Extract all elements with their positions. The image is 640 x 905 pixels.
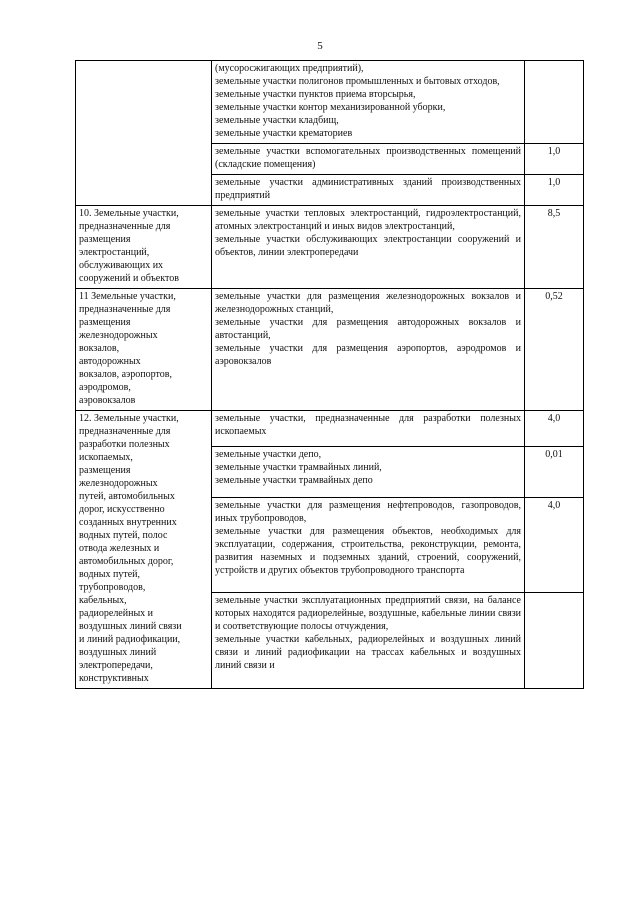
category-line: размещения	[79, 465, 131, 476]
description-cell	[212, 446, 525, 497]
coefficient-cell: 1,0	[525, 144, 584, 175]
category-line: обслуживающих их	[79, 260, 164, 271]
category-line: электропередачи,	[79, 660, 153, 671]
description-line: земельные участки трамвайных линий,	[215, 461, 382, 473]
category-line: отвода железных и	[79, 543, 160, 554]
description-line: земельные участки трамвайных депо	[215, 474, 373, 486]
table-row	[76, 289, 584, 411]
description-line: земельные участки для размещения аэропортов, аэродромов и аэровокзалов	[215, 343, 521, 367]
description-line: (мусоросжигающих предприятий),	[215, 63, 364, 74]
category-line: сооружений и объектов	[79, 273, 179, 284]
description-line: земельные участки вспомогательных производственных помещений (складские помещения)	[215, 146, 521, 170]
description-cell	[212, 497, 525, 593]
description-line: земельные участки административных зданий производственных предприятий	[215, 177, 521, 201]
description-line: земельные участки кладбищ,	[215, 115, 339, 126]
category-line: размещения	[79, 234, 131, 245]
coefficient-cell: 1,0	[525, 175, 584, 206]
description-cell	[212, 61, 525, 144]
tariff-table	[75, 60, 584, 689]
description-cell	[212, 289, 525, 411]
description-line: земельные участки для размещения объектов, необходимых для эксплуатации, содержания, строительства, реконструкции, ремонта, развития наземных и подземных зданий, строений, сооружений, устройств и других объектов трубопроводного транспорта	[215, 525, 521, 576]
description-cell	[212, 175, 525, 206]
category-line: радиорелейных и	[79, 608, 154, 619]
description-line: земельные участки для размещения автодорожных вокзалов и автостанций,	[215, 317, 521, 341]
category-line: аэровокзалов	[79, 395, 136, 406]
category-line: железнодорожных	[79, 330, 158, 341]
description-cell	[212, 144, 525, 175]
coefficient-cell: 8,5	[525, 206, 584, 289]
coefficient-cell: 0,01	[525, 446, 584, 497]
category-line: созданных внутренних	[79, 517, 177, 528]
category-line: автодорожных	[79, 356, 141, 367]
description-line: земельные участки для размещения железнодорожных вокзалов и железнодорожных станций,	[215, 291, 521, 315]
category-line: предназначенные для	[79, 221, 171, 232]
description-cell	[212, 593, 525, 689]
category-line: водных путей, полос	[79, 530, 168, 541]
coefficient-cell	[525, 593, 584, 689]
table-row	[76, 411, 584, 447]
category-line: путей, автомобильных	[79, 491, 175, 502]
category-line: 12. Земельные участки,	[79, 413, 179, 424]
table-row	[76, 206, 584, 289]
coefficient-cell	[525, 61, 584, 144]
category-cell	[76, 289, 212, 411]
category-line: кабельных,	[79, 595, 127, 606]
description-line: земельные участки обслуживающих электростанции сооружений и объектов, линии электропередачи	[215, 234, 521, 258]
description-line: земельные участки, предназначенные для разработки полезных ископаемых	[215, 413, 521, 437]
category-line: вокзалов,	[79, 343, 120, 354]
coefficient-cell: 0,52	[525, 289, 584, 411]
category-line: конструктивных	[79, 673, 149, 684]
table-row	[76, 61, 584, 144]
description-cell	[212, 206, 525, 289]
category-line: и линий радиофикации,	[79, 634, 181, 645]
category-line: вокзалов, аэропортов,	[79, 369, 172, 380]
description-line: земельные участки эксплуатационных предприятий связи, на балансе которых находятся радиорелейные, воздушные, кабельные линии связи и соответствующие полосы отчуждения,	[215, 595, 521, 633]
category-line: предназначенные для	[79, 304, 171, 315]
description-line: земельные участки для размещения нефтепроводов, газопроводов, иных трубопроводов,	[215, 499, 521, 524]
category-line: водных путей,	[79, 569, 141, 580]
page-number: 5	[317, 40, 323, 52]
category-line: ископаемых,	[79, 452, 133, 463]
category-line: воздушных линий связи	[79, 621, 182, 632]
category-line: автомобильных дорог,	[79, 556, 174, 567]
category-line: разработки полезных	[79, 439, 170, 450]
description-line: земельные участки депо,	[215, 448, 322, 460]
description-line: земельные участки контор механизированной уборки,	[215, 102, 446, 113]
category-line: дорог, искусственно	[79, 504, 165, 515]
description-line: земельные участки крематориев	[215, 128, 353, 139]
category-line: аэродромов,	[79, 382, 131, 393]
category-line: трубопроводов,	[79, 582, 146, 593]
category-line: 10. Земельные участки,	[79, 208, 179, 219]
description-line: земельные участки тепловых электростанций, гидроэлектростанций, атомных электростанций и иных видов электростанций,	[215, 208, 521, 232]
category-cell	[76, 411, 212, 689]
category-cell	[76, 61, 212, 206]
description-line: земельные участки пунктов приема вторсырья,	[215, 89, 416, 100]
description-cell	[212, 411, 525, 447]
description-line: земельные участки полигонов промышленных и бытовых отходов,	[215, 76, 500, 87]
category-line: воздушных линий	[79, 647, 157, 658]
category-line: 11 Земельные участки,	[79, 291, 176, 302]
category-line: железнодорожных	[79, 478, 158, 489]
coefficient-cell: 4,0	[525, 411, 584, 447]
category-line: предназначенные для	[79, 426, 171, 437]
category-cell	[76, 206, 212, 289]
category-line: размещения	[79, 317, 131, 328]
coefficient-cell: 4,0	[525, 497, 584, 593]
description-line: земельные участки кабельных, радиорелейных и воздушных линий связи и линий радиофикации на трассах кабельных и воздушных линий связи и	[215, 634, 521, 672]
category-line: электростанций,	[79, 247, 150, 258]
